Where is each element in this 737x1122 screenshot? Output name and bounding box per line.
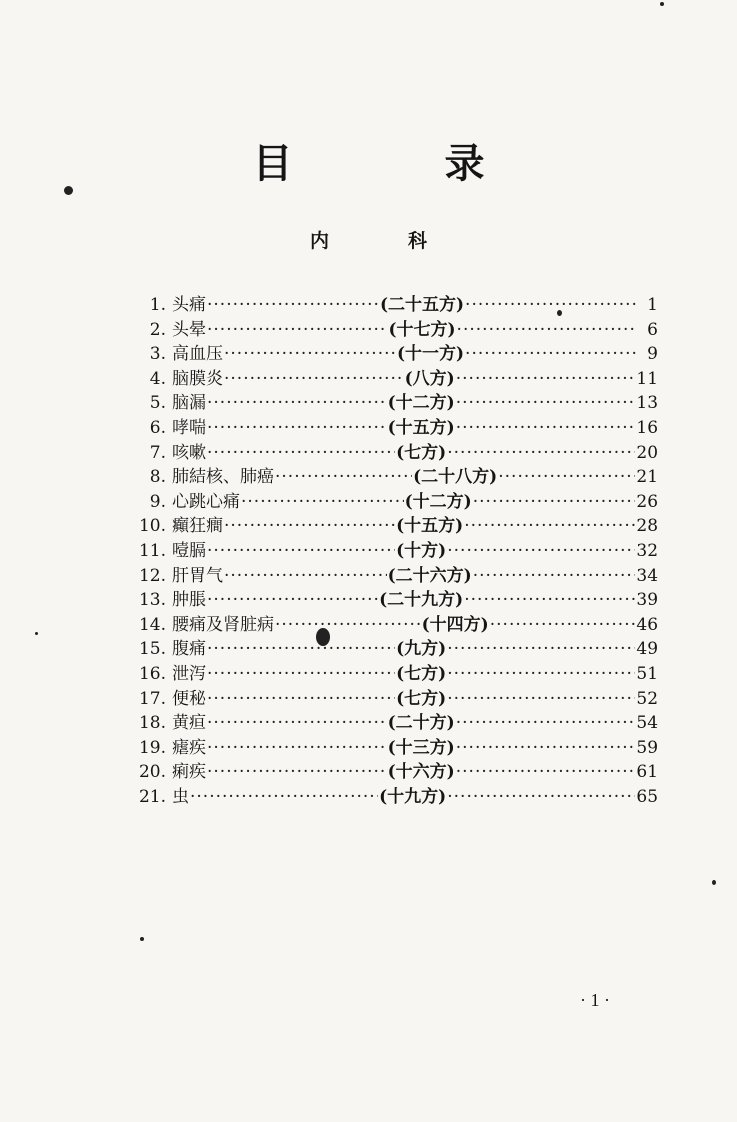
entry-topic: 瘧疾 xyxy=(172,737,206,758)
entry-topic: 痢疾 xyxy=(172,762,206,783)
entry-topic: 头痛 xyxy=(172,295,206,315)
entry-count: (十一方) xyxy=(396,344,465,365)
toc-row xyxy=(118,465,658,490)
leader-dots xyxy=(275,613,421,638)
entry-count: (十五方) xyxy=(387,417,455,438)
toc-row xyxy=(118,785,658,810)
entry-page: 20 xyxy=(636,442,659,463)
entry-number: 19. xyxy=(138,737,166,758)
entry-topic: 肝胃气 xyxy=(172,565,223,586)
ink-spot xyxy=(35,632,38,635)
entry-number: 4. xyxy=(149,368,166,389)
ink-spot xyxy=(140,937,144,941)
entry-number: 20. xyxy=(138,762,166,783)
ink-spot xyxy=(64,186,73,195)
entry-count: (十六方) xyxy=(387,762,455,783)
entry-number: 9. xyxy=(149,491,166,512)
leader-dots xyxy=(473,490,636,515)
leader-dots xyxy=(465,293,637,318)
toc-row xyxy=(118,736,658,761)
toc-row xyxy=(118,760,658,785)
entry-page: 11 xyxy=(636,368,659,389)
leader-dots xyxy=(490,613,636,638)
leader-dots xyxy=(207,391,387,416)
toc-row xyxy=(118,588,658,613)
entry-topic: 黄疸 xyxy=(172,713,206,734)
leader-dots xyxy=(224,514,395,539)
leader-dots xyxy=(207,588,378,613)
entry-page: 1 xyxy=(647,295,658,315)
leader-dots xyxy=(207,736,387,761)
leader-dots xyxy=(465,342,637,367)
table-of-contents xyxy=(118,293,658,809)
entry-page: 26 xyxy=(636,491,659,512)
entry-number: 3. xyxy=(149,344,166,365)
toc-row xyxy=(118,367,658,392)
toc-row xyxy=(118,416,658,441)
entry-topic: 头晕 xyxy=(172,319,206,340)
leader-dots xyxy=(207,637,395,662)
entry-count: (十三方) xyxy=(387,737,455,758)
entry-number: 8. xyxy=(149,467,166,488)
entry-topic: 哮喘 xyxy=(172,417,206,438)
entry-page: 49 xyxy=(636,639,659,660)
entry-page: 59 xyxy=(636,737,659,758)
leader-dots xyxy=(456,367,636,392)
leader-dots xyxy=(207,662,395,687)
leader-dots xyxy=(498,465,635,490)
entry-number: 13. xyxy=(138,590,166,611)
toc-row xyxy=(118,637,658,662)
ink-spot xyxy=(557,310,562,316)
entry-number: 15. xyxy=(138,639,166,660)
entry-topic: 脑漏 xyxy=(172,393,206,414)
leader-dots xyxy=(207,760,387,785)
entry-count: (十二方) xyxy=(404,491,472,512)
toc-row xyxy=(118,539,658,564)
toc-row xyxy=(118,711,658,736)
toc-row xyxy=(118,391,658,416)
entry-number: 17. xyxy=(138,688,166,709)
leader-dots xyxy=(275,465,412,490)
leader-dots xyxy=(456,736,636,761)
leader-dots xyxy=(224,367,404,392)
leader-dots xyxy=(207,318,387,343)
entry-count: (二十六方) xyxy=(387,565,472,586)
entry-topic: 肿脹 xyxy=(172,590,206,611)
leader-dots xyxy=(207,293,379,318)
entry-topic: 腰痛及肾脏病 xyxy=(172,614,274,635)
entry-page: 46 xyxy=(636,614,659,635)
entry-topic: 噎膈 xyxy=(172,540,206,561)
entry-count: (十七方) xyxy=(388,319,456,340)
entry-topic: 虫 xyxy=(172,786,189,807)
entry-number: 18. xyxy=(138,713,166,734)
entry-page: 52 xyxy=(636,688,659,709)
leader-dots xyxy=(464,514,635,539)
entry-count: (十二方) xyxy=(387,393,455,414)
toc-row xyxy=(118,662,658,687)
entry-topic: 肺結核、肺癌 xyxy=(172,467,274,488)
toc-row xyxy=(118,342,658,367)
entry-page: 9 xyxy=(647,344,658,365)
entry-count: (七方) xyxy=(396,663,447,684)
page-title: 目 录 xyxy=(252,141,541,187)
leader-dots xyxy=(190,785,378,810)
entry-count: (十九方) xyxy=(379,786,447,807)
entry-page: 51 xyxy=(636,663,659,684)
entry-topic: 心跳心痛 xyxy=(172,491,240,512)
entry-page: 34 xyxy=(636,565,659,586)
entry-topic: 高血压 xyxy=(172,344,223,365)
toc-row xyxy=(118,564,658,589)
entry-count: (二十八方) xyxy=(413,467,498,488)
entry-number: 11. xyxy=(138,540,166,561)
entry-topic: 泄泻 xyxy=(172,663,206,684)
entry-page: 32 xyxy=(636,540,659,561)
page-number-footer: · 1 · xyxy=(580,990,610,1010)
leader-dots xyxy=(447,441,635,466)
leader-dots xyxy=(241,490,404,515)
entry-page: 6 xyxy=(647,319,658,340)
leader-dots xyxy=(473,564,636,589)
leader-dots xyxy=(207,416,387,441)
toc-row xyxy=(118,613,658,638)
entry-page: 54 xyxy=(636,713,659,734)
entry-topic: 腹痛 xyxy=(172,639,206,660)
leader-dots xyxy=(447,785,635,810)
leader-dots xyxy=(456,391,636,416)
entry-page: 61 xyxy=(636,762,659,783)
entry-count: (九方) xyxy=(396,639,447,660)
entry-count: (七方) xyxy=(396,442,447,463)
leader-dots xyxy=(447,687,635,712)
entry-topic: 咳嗽 xyxy=(172,442,206,463)
leader-dots xyxy=(207,441,395,466)
leader-dots xyxy=(456,416,636,441)
entry-number: 7. xyxy=(149,442,166,463)
entry-number: 2. xyxy=(149,319,166,340)
toc-row xyxy=(118,293,658,318)
leader-dots xyxy=(447,637,635,662)
leader-dots xyxy=(207,539,395,564)
entry-count: (七方) xyxy=(396,688,447,709)
leader-dots xyxy=(224,564,387,589)
entry-number: 6. xyxy=(149,417,166,438)
entry-page: 39 xyxy=(636,590,659,611)
entry-number: 5. xyxy=(149,393,166,414)
entry-page: 28 xyxy=(636,516,659,537)
entry-topic: 癲狂癎 xyxy=(172,516,223,537)
section-heading: 内 科 xyxy=(309,230,457,252)
entry-page: 16 xyxy=(636,417,659,438)
leader-dots xyxy=(457,318,637,343)
leader-dots xyxy=(224,342,396,367)
entry-page: 13 xyxy=(636,393,659,414)
entry-count: (二十九方) xyxy=(379,590,464,611)
toc-row xyxy=(118,514,658,539)
leader-dots xyxy=(447,539,635,564)
toc-row xyxy=(118,318,658,343)
entry-count: (八方) xyxy=(404,368,455,389)
entry-count: (十方) xyxy=(396,540,447,561)
leader-dots xyxy=(207,711,387,736)
entry-number: 14. xyxy=(138,614,166,635)
leader-dots xyxy=(447,662,635,687)
leader-dots xyxy=(456,711,636,736)
entry-count: (十四方) xyxy=(421,614,489,635)
entry-topic: 便秘 xyxy=(172,688,206,709)
entry-number: 1. xyxy=(149,295,166,315)
entry-count: (二十五方) xyxy=(379,295,465,315)
leader-dots xyxy=(464,588,635,613)
leader-dots xyxy=(456,760,636,785)
entry-number: 12. xyxy=(138,565,166,586)
entry-topic: 脑膜炎 xyxy=(172,368,223,389)
entry-number: 21. xyxy=(138,786,166,807)
leader-dots xyxy=(207,687,395,712)
ink-spot xyxy=(660,2,664,6)
ink-spot xyxy=(316,628,330,646)
toc-row xyxy=(118,441,658,466)
entry-number: 10. xyxy=(138,516,166,537)
toc-row xyxy=(118,687,658,712)
entry-page: 21 xyxy=(636,467,659,488)
entry-count: (二十方) xyxy=(387,713,455,734)
ink-spot xyxy=(712,880,716,885)
entry-number: 16. xyxy=(138,663,166,684)
entry-page: 65 xyxy=(636,786,659,807)
toc-row xyxy=(118,490,658,515)
entry-count: (十五方) xyxy=(396,516,464,537)
